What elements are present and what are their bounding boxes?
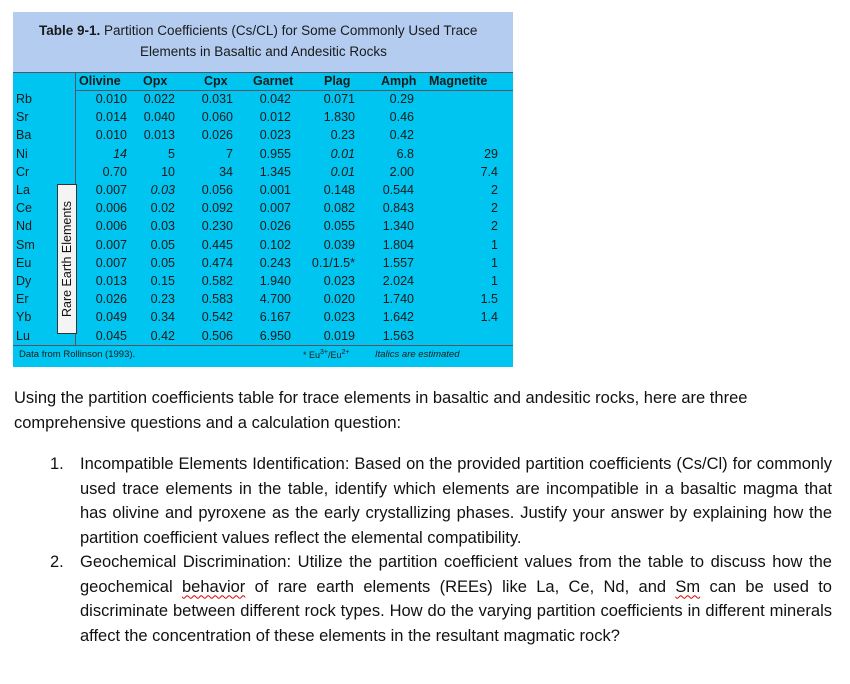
table-cell: 0.026 (201, 128, 233, 143)
table-cell: 0.013 (95, 274, 127, 288)
table-cell: 0.955 (259, 146, 291, 161)
table-cell: 0.013 (143, 128, 175, 143)
column-header: Amph (381, 74, 417, 88)
italics-note: Italics are estimated (375, 349, 460, 360)
table-cell: 0.42 (150, 328, 175, 343)
table-cell: 0.022 (143, 92, 175, 106)
table-cell: 0.010 (95, 92, 127, 106)
table-title (39, 23, 477, 38)
element-symbol: La (16, 183, 30, 197)
table-cell: 1 (491, 237, 498, 252)
table-cell: 1.340 (382, 219, 414, 234)
header-rule (13, 72, 513, 73)
table-cell: 1.740 (382, 292, 414, 307)
element-symbol: Dy (16, 274, 32, 288)
table-cell: 0.056 (201, 183, 233, 197)
table-cell: 0.445 (201, 237, 233, 252)
table-cell: 0.023 (259, 128, 291, 143)
table-cell: 0.007 (95, 255, 127, 270)
element-symbol: Cr (16, 164, 30, 179)
table-cell: 0.071 (323, 92, 355, 106)
table-cell: 0.506 (201, 328, 233, 343)
column-header: Opx (143, 74, 168, 88)
element-symbol: Er (16, 292, 29, 307)
table-cell: 2 (491, 219, 498, 234)
table-cell: 1.804 (382, 237, 414, 252)
element-symbol: Ni (16, 146, 28, 161)
table-cell: 1.830 (323, 110, 355, 125)
table-cell: 0.006 (95, 219, 127, 234)
table-cell: 0.026 (95, 292, 127, 307)
table-cell: 0.29 (389, 92, 414, 106)
table-source: Data from Rollinson (1993). (19, 349, 136, 360)
table-cell: 0.082 (323, 201, 355, 216)
table-cell: 0.001 (259, 183, 291, 197)
question-text-part: of rare earth elements (REEs) like La, Ce, Nd, and (245, 577, 676, 596)
table-cell: 1 (491, 255, 498, 270)
question-number: 1. (50, 455, 64, 473)
table-cell: 0.026 (259, 219, 291, 234)
table-cell: 0.05 (150, 237, 175, 252)
table-cell: 0.148 (323, 183, 355, 197)
table-cell: 0.23 (150, 292, 175, 307)
table-cell: 0.042 (259, 92, 291, 106)
table-cell: 0.012 (259, 110, 291, 125)
table-cell: 6.167 (259, 310, 291, 325)
table-cell: 0.006 (95, 201, 127, 216)
table-number: Table 9-1. (39, 23, 101, 38)
column-header: Magnetite (429, 74, 488, 88)
table-cell: 29 (484, 146, 498, 161)
table-cell: 1.557 (382, 255, 414, 270)
table-cell: 10 (161, 164, 175, 179)
table-cell: 0.040 (143, 110, 175, 125)
table-cell: 0.007 (259, 201, 291, 216)
question-text: Incompatible Elements Identification: Based on the provided partition coefficients (Cs/Cl) for commonly used trace elements in the table, identify which elements are incompatible in a basaltic magma that has olivine and pyroxene as the early crystallizing phases. Justify your answer by explaining how the partition coefficient values reflect the elemental compatibility. (80, 455, 832, 547)
table-cell: 0.031 (201, 92, 233, 106)
column-header: Cpx (204, 74, 228, 88)
table-cell: 1.4 (480, 310, 498, 325)
table-cell: 0.230 (201, 219, 233, 234)
spellcheck-word: Sm (675, 577, 701, 596)
table-cell: 1 (491, 274, 498, 288)
question-item (50, 452, 832, 550)
table-cell: 14 (113, 146, 127, 161)
table-cell: 0.01 (330, 164, 355, 179)
table-cell: 4.700 (259, 292, 291, 307)
table-cell: 2.024 (382, 274, 414, 288)
intro-paragraph: Using the partition coefficients table for trace elements in basaltic and andesitic rocks, here are three comprehensive questions and a calculation question: (14, 389, 748, 432)
table-cell: 2 (491, 183, 498, 197)
table-cell: 1.345 (259, 164, 291, 179)
table-cell: 1.940 (259, 274, 291, 288)
table-cell: 7 (226, 146, 233, 161)
rare-earth-elements-text: Rare Earth Elements (60, 200, 74, 318)
table-title-line2: Elements in Basaltic and Andesitic Rocks (140, 44, 387, 59)
element-symbol: Eu (16, 255, 32, 270)
question-text-part: Geochemical Discrimination: Utilize the partition coefficient values from the table to discuss how the geochemical (80, 553, 832, 596)
table-cell: 0.055 (323, 219, 355, 234)
question-text-part: can be used to discriminate between different rock types. How do the varying partition coefficients in different minerals affect the concentration of these elements in the resultant magmatic rock? (80, 577, 832, 645)
table-cell: 1.642 (382, 310, 414, 325)
table-cell: 0.019 (323, 328, 355, 343)
column-header-rule (75, 90, 513, 91)
table-cell: 0.023 (323, 274, 355, 288)
table-cell: 0.23 (330, 128, 355, 143)
table-cell: 0.583 (201, 292, 233, 307)
table-cell: 0.542 (201, 310, 233, 325)
table-cell: 0.039 (323, 237, 355, 252)
table-cell: 0.01 (330, 146, 355, 161)
table-footnote: * $Eu^{3+}/Eu^{2+}$ (303, 349, 350, 360)
element-symbol: Ba (16, 128, 32, 143)
table-cell: 6.8 (396, 146, 414, 161)
element-symbol: Sr (16, 110, 29, 125)
table-cell: 0.010 (95, 128, 127, 143)
table-cell: 0.014 (95, 110, 127, 125)
question-list (50, 452, 832, 648)
table-cell: 1.5 (480, 292, 498, 307)
table-cell: 0.023 (323, 310, 355, 325)
column-header: Olivine (79, 74, 121, 88)
table-cell: 34 (219, 164, 233, 179)
column-header: Garnet (253, 74, 294, 88)
table-cell: 0.1/1.5* (311, 255, 355, 270)
table-cell: 0.007 (95, 237, 127, 252)
table-cell: 0.102 (259, 237, 291, 252)
table-cell: 0.42 (389, 128, 414, 143)
bottom-rule (13, 345, 513, 346)
element-symbol: Sm (16, 237, 35, 252)
question-item (50, 550, 832, 648)
table-title-text: Partition Coefficients (Cs/CL) for Some Commonly Used Trace (100, 23, 478, 38)
question-number: 2. (50, 553, 64, 571)
table-cell: 0.020 (323, 292, 355, 307)
table-cell: 0.060 (201, 110, 233, 125)
element-symbol: Nd (16, 219, 32, 234)
table-cell: 0.46 (389, 110, 414, 125)
table-cell: 0.34 (150, 310, 175, 325)
table-cell: 0.544 (382, 183, 414, 197)
table-cell: 7.4 (480, 164, 498, 179)
column-header: Plag (324, 74, 351, 88)
table-cell: 0.092 (201, 201, 233, 216)
table-cell: 2 (491, 201, 498, 216)
table-cell: 0.045 (95, 328, 127, 343)
table-cell: 0.15 (150, 274, 175, 288)
rare-earth-elements-label (57, 184, 77, 334)
table-cell: 0.582 (201, 274, 233, 288)
table-cell: 0.03 (150, 183, 175, 197)
element-symbol: Rb (16, 92, 32, 106)
question-text (80, 553, 832, 645)
table-cell: 0.049 (95, 310, 127, 325)
spellcheck-word: behavior (181, 577, 246, 596)
element-symbol: Ce (16, 201, 32, 216)
table-cell: 2.00 (389, 164, 414, 179)
table-cell: 0.05 (150, 255, 175, 270)
table-cell: 6.950 (259, 328, 291, 343)
table-cell: 0.243 (259, 255, 291, 270)
table-cell: 0.007 (95, 183, 127, 197)
table-cell: 0.03 (150, 219, 175, 234)
element-symbol: Lu (16, 328, 30, 343)
table-cell: 0.02 (150, 201, 175, 216)
table-cell: 1.563 (382, 328, 414, 343)
table-cell: 0.843 (382, 201, 414, 216)
table-header-band (13, 12, 513, 72)
table-cell: 5 (168, 146, 175, 161)
partition-coefficient-table (13, 12, 513, 367)
table-cell: 0.70 (102, 164, 127, 179)
element-symbol: Yb (16, 310, 32, 325)
table-cell: 0.474 (201, 255, 233, 270)
